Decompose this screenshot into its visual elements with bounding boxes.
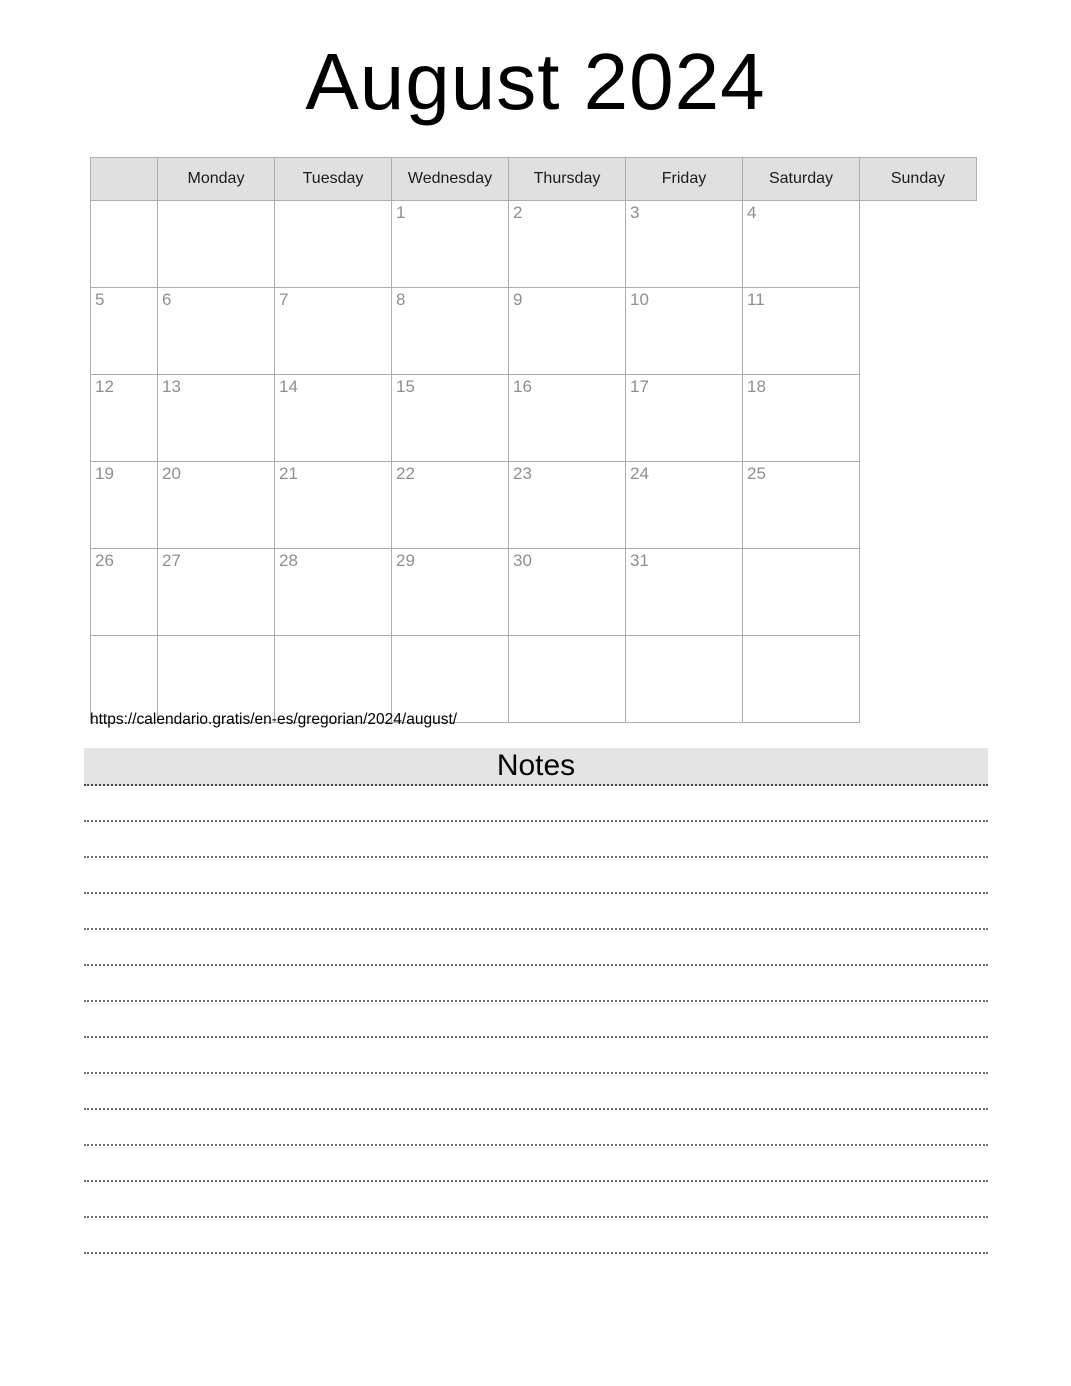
- weekday-header-cell: Saturday: [743, 158, 860, 201]
- day-cell: 31: [626, 549, 743, 636]
- day-cell: 28: [275, 549, 392, 636]
- day-cell: [91, 636, 158, 723]
- day-cell: 5: [91, 288, 158, 375]
- day-cell: 9: [509, 288, 626, 375]
- day-cell: [275, 201, 392, 288]
- day-cell: 22: [392, 462, 509, 549]
- weekday-header-row: [91, 158, 977, 201]
- notes-header: [84, 748, 988, 786]
- week-row: [91, 201, 977, 288]
- day-cell: 27: [158, 549, 275, 636]
- week-row: [91, 288, 977, 375]
- day-cell: 12: [91, 375, 158, 462]
- page-title: August 2024: [305, 37, 766, 126]
- weekday-header-cell: Wednesday: [392, 158, 509, 201]
- week-row: [91, 636, 977, 723]
- weekday-header-cell: Thursday: [509, 158, 626, 201]
- day-cell: [509, 636, 626, 723]
- notes-line: [84, 786, 988, 822]
- day-cell: 18: [743, 375, 860, 462]
- day-cell: 14: [275, 375, 392, 462]
- day-cell: [743, 549, 860, 636]
- day-cell: [392, 636, 509, 723]
- notes-line: [84, 1002, 988, 1038]
- notes-line: [84, 1218, 988, 1254]
- day-cell: 13: [158, 375, 275, 462]
- weekday-header-cell: Tuesday: [275, 158, 392, 201]
- day-cell: 7: [275, 288, 392, 375]
- notes-line: [84, 858, 988, 894]
- notes-line: [84, 930, 988, 966]
- day-cell: 30: [509, 549, 626, 636]
- day-cell: 1: [392, 201, 509, 288]
- day-cell: [743, 636, 860, 723]
- day-cell: 20: [158, 462, 275, 549]
- day-cell: 23: [509, 462, 626, 549]
- day-cell: [158, 636, 275, 723]
- weekday-header-cell: Monday: [158, 158, 275, 201]
- weekday-header-cell: Sunday: [860, 158, 977, 201]
- day-cell: 29: [392, 549, 509, 636]
- notes-lines: [84, 786, 988, 1254]
- day-cell: 16: [509, 375, 626, 462]
- day-cell: 15: [392, 375, 509, 462]
- notes-line: [84, 1182, 988, 1218]
- day-cell: 24: [626, 462, 743, 549]
- day-cell: 26: [91, 549, 158, 636]
- notes-line: [84, 822, 988, 858]
- notes-line: [84, 966, 988, 1002]
- notes-line: [84, 1038, 988, 1074]
- day-cell: 4: [743, 201, 860, 288]
- notes-line: [84, 1110, 988, 1146]
- day-cell: 21: [275, 462, 392, 549]
- day-cell: 2: [509, 201, 626, 288]
- day-cell: 3: [626, 201, 743, 288]
- day-cell: [275, 636, 392, 723]
- day-cell: 6: [158, 288, 275, 375]
- source-url: https://calendario.gratis/en-es/gregorian/2024/august/: [90, 711, 458, 728]
- day-cell: 10: [626, 288, 743, 375]
- notes-line: [84, 894, 988, 930]
- notes-line: [84, 1146, 988, 1182]
- week-row: [91, 462, 977, 549]
- week-row: [91, 375, 977, 462]
- day-cell: [626, 636, 743, 723]
- day-cell: 8: [392, 288, 509, 375]
- day-cell: [158, 201, 275, 288]
- day-cell: 19: [91, 462, 158, 549]
- week-row: [91, 549, 977, 636]
- notes-line: [84, 1074, 988, 1110]
- weekday-header-cell: Friday: [626, 158, 743, 201]
- calendar-table: [90, 157, 977, 723]
- notes-title: Notes: [496, 749, 576, 782]
- day-cell: 11: [743, 288, 860, 375]
- day-cell: 25: [743, 462, 860, 549]
- day-cell: [91, 201, 158, 288]
- spacer-column: [91, 158, 158, 201]
- day-cell: 17: [626, 375, 743, 462]
